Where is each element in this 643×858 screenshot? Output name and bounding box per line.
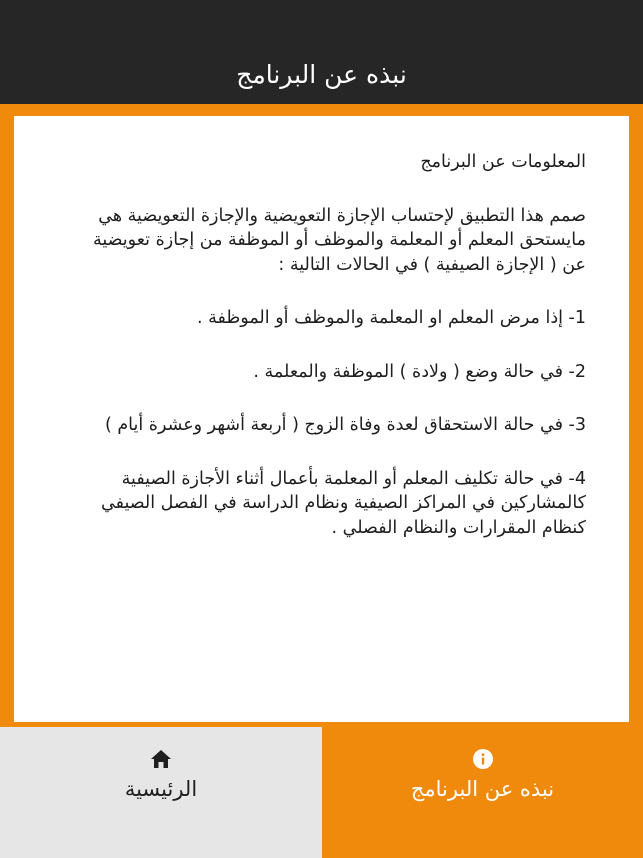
- nav-home-label: الرئيسية: [124, 777, 198, 801]
- about-heading: المعلومات عن البرنامج: [420, 152, 586, 172]
- app-header: [0, 44, 643, 104]
- about-intro: صمم هذا التطبيق لإحتساب الإجازة التعويضية والإجازة التعويضية هي مايستحق المعلم أو المعلمة والموظف أو الموظفة من إجازة تعويضية عن ( الإجازة الصيفية ) في الحالات التالية :: [92, 205, 586, 275]
- nav-about-label: نبذه عن البرنامج: [410, 777, 555, 801]
- about-item-1: 1- إذا مرض المعلم او المعلمة والموظف أو الموظفة .: [196, 308, 586, 328]
- home-icon: [149, 747, 173, 771]
- status-bar: [0, 0, 643, 44]
- about-item-4: 4- في حالة تكليف المعلم أو المعلمة بأعمال أثناء الأجازة الصيفية كالمشاركين في المراكز الصيفية ونظام الدراسة في الفصل الصيفي كنظام المقرارات والنظام الفصلي .: [101, 468, 586, 538]
- info-icon: [471, 747, 495, 771]
- about-item-3: 3- في حالة الاستحقاق لعدة وفاة الزوج ( أربعة أشهر وعشرة أيام ): [104, 415, 586, 435]
- content-frame: [0, 104, 643, 727]
- nav-about-button[interactable]: [322, 727, 643, 858]
- about-text: [86, 150, 586, 569]
- page-title: نبذه عن البرنامج: [236, 59, 407, 89]
- bottom-nav: [0, 727, 643, 858]
- content-card[interactable]: [14, 116, 629, 722]
- nav-home-button[interactable]: [0, 727, 322, 858]
- about-item-2: 2- في حالة وضع ( ولادة ) الموظفة والمعلمة .: [253, 361, 586, 382]
